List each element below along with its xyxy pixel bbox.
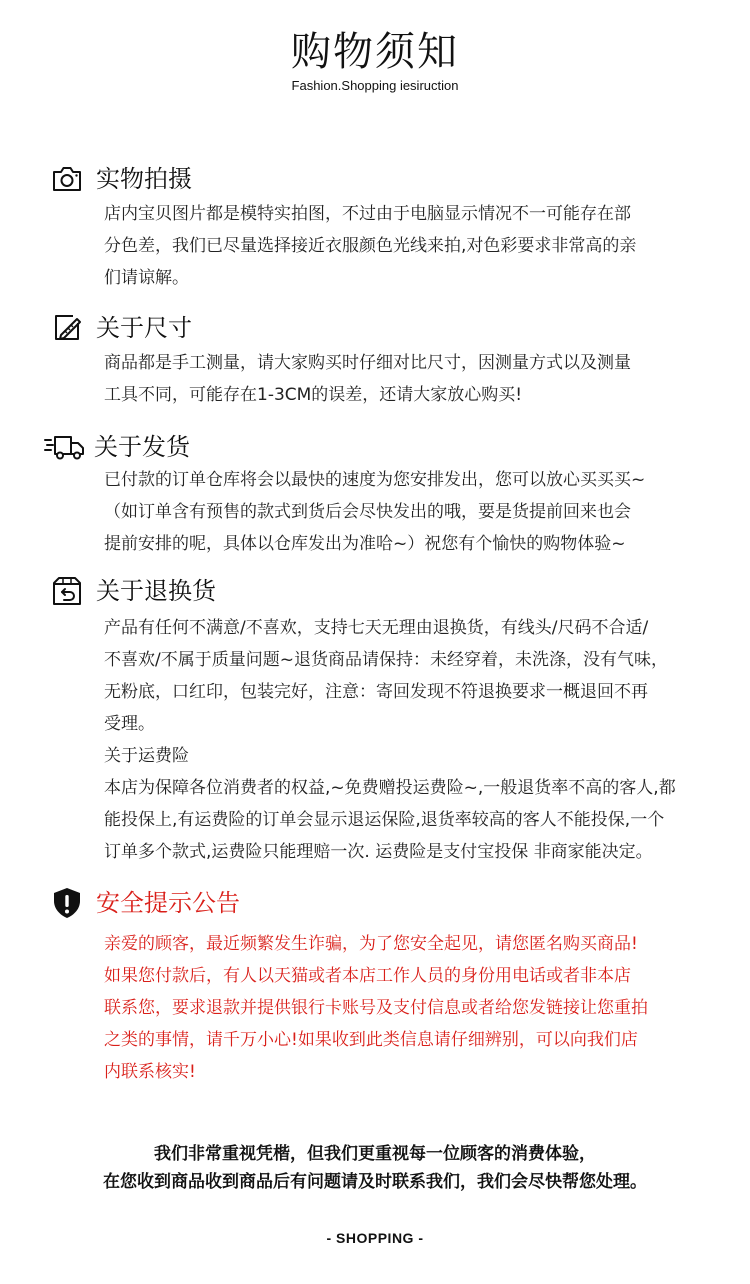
section-title: 实物拍摄 xyxy=(96,165,192,193)
section-body xyxy=(104,928,704,1088)
footer-label: - SHOPPING - xyxy=(326,1230,424,1246)
section-header xyxy=(50,162,192,196)
section-header xyxy=(50,574,216,608)
body-line: 店内宝贝图片都是模特实拍图，不过由于电脑显示情况不一可能存在部 xyxy=(104,204,631,224)
body-line: 无粉底，口红印，包装完好，注意：寄回发现不符退换要求一概退回不再 xyxy=(104,682,648,702)
body-line: 亲爱的顾客，最近频繁发生诈骗，为了您安全起见，请您匿名购买商品! xyxy=(104,934,638,954)
camera-icon xyxy=(50,162,84,196)
page-title: 购物须知 xyxy=(291,29,459,75)
page-subtitle: Fashion.Shopping iesiruction xyxy=(291,78,459,93)
body-line: 订单多个款式,运费险只能理赔一次. 运费险是支付宝投保 非商家能决定。 xyxy=(104,842,653,862)
section-title: 关于尺寸 xyxy=(96,314,192,342)
closing-message xyxy=(0,1140,750,1196)
body-line: 受理。 xyxy=(104,714,155,734)
body-line: 能投保上,有运费险的订单会显示退运保险,退货率较高的客人不能投保,一个 xyxy=(104,810,665,830)
shield-alert-icon xyxy=(50,886,84,920)
section-header xyxy=(50,311,192,345)
section-body xyxy=(104,464,704,560)
body-line: 本店为保障各位消费者的权益,~免费赠投运费险~,一般退货率不高的客人,都 xyxy=(104,778,676,798)
body-line: 提前安排的呢，具体以仓库发出为准哈~）祝您有个愉快的购物体验~ xyxy=(104,534,626,554)
body-line: （如订单含有预售的款式到货后会尽快发出的哦，要是货提前回来也会 xyxy=(104,502,631,522)
delivery-truck-icon xyxy=(44,430,86,464)
closing-line: 我们非常重视凭楷，但我们更重视每一位顾客的消费体验， xyxy=(154,1144,596,1164)
body-line: 商品都是手工测量，请大家购买时仔细对比尺寸，因测量方式以及测量 xyxy=(104,353,631,373)
page-header xyxy=(0,28,750,93)
body-line: 产品有任何不满意/不喜欢，支持七天无理由退换货，有线头/尺码不合适/ xyxy=(104,618,649,638)
section-title: 关于发货 xyxy=(94,433,190,461)
section-header xyxy=(50,886,240,920)
body-line: 内联系核实! xyxy=(104,1062,196,1082)
body-line: 们请谅解。 xyxy=(104,268,189,288)
body-line: 之类的事情，请千万小心!如果收到此类信息请仔细辨别，可以向我们店 xyxy=(104,1030,638,1050)
closing-line: 在您收到商品收到商品后有问题请及时联系我们，我们会尽快帮您处理。 xyxy=(103,1172,647,1192)
section-header xyxy=(44,430,190,464)
section-body xyxy=(104,198,704,294)
body-line: 已付款的订单仓库将会以最快的速度为您安排发出，您可以放心买买买~ xyxy=(104,470,646,490)
section-body xyxy=(104,612,704,868)
ruler-pencil-icon xyxy=(50,311,84,345)
section-body xyxy=(104,347,704,411)
return-box-icon xyxy=(50,574,84,608)
section-title: 关于退换货 xyxy=(96,577,216,605)
section-title: 安全提示公告 xyxy=(96,889,240,917)
body-line: 不喜欢/不属于质量问题~退货商品请保持：未经穿着，未洗涤，没有气味， xyxy=(104,650,668,670)
body-line: 联系您，要求退款并提供银行卡账号及支付信息或者给您发链接让您重拍 xyxy=(104,998,648,1018)
body-line: 分色差，我们已尽量选择接近衣服颜色光线来拍,对色彩要求非常高的亲 xyxy=(104,236,637,256)
body-line: 如果您付款后，有人以天猫或者本店工作人员的身份用电话或者非本店 xyxy=(104,966,631,986)
body-line: 工具不同，可能存在1-3CM的误差，还请大家放心购买! xyxy=(104,385,523,405)
body-line: 关于运费险 xyxy=(104,746,189,766)
